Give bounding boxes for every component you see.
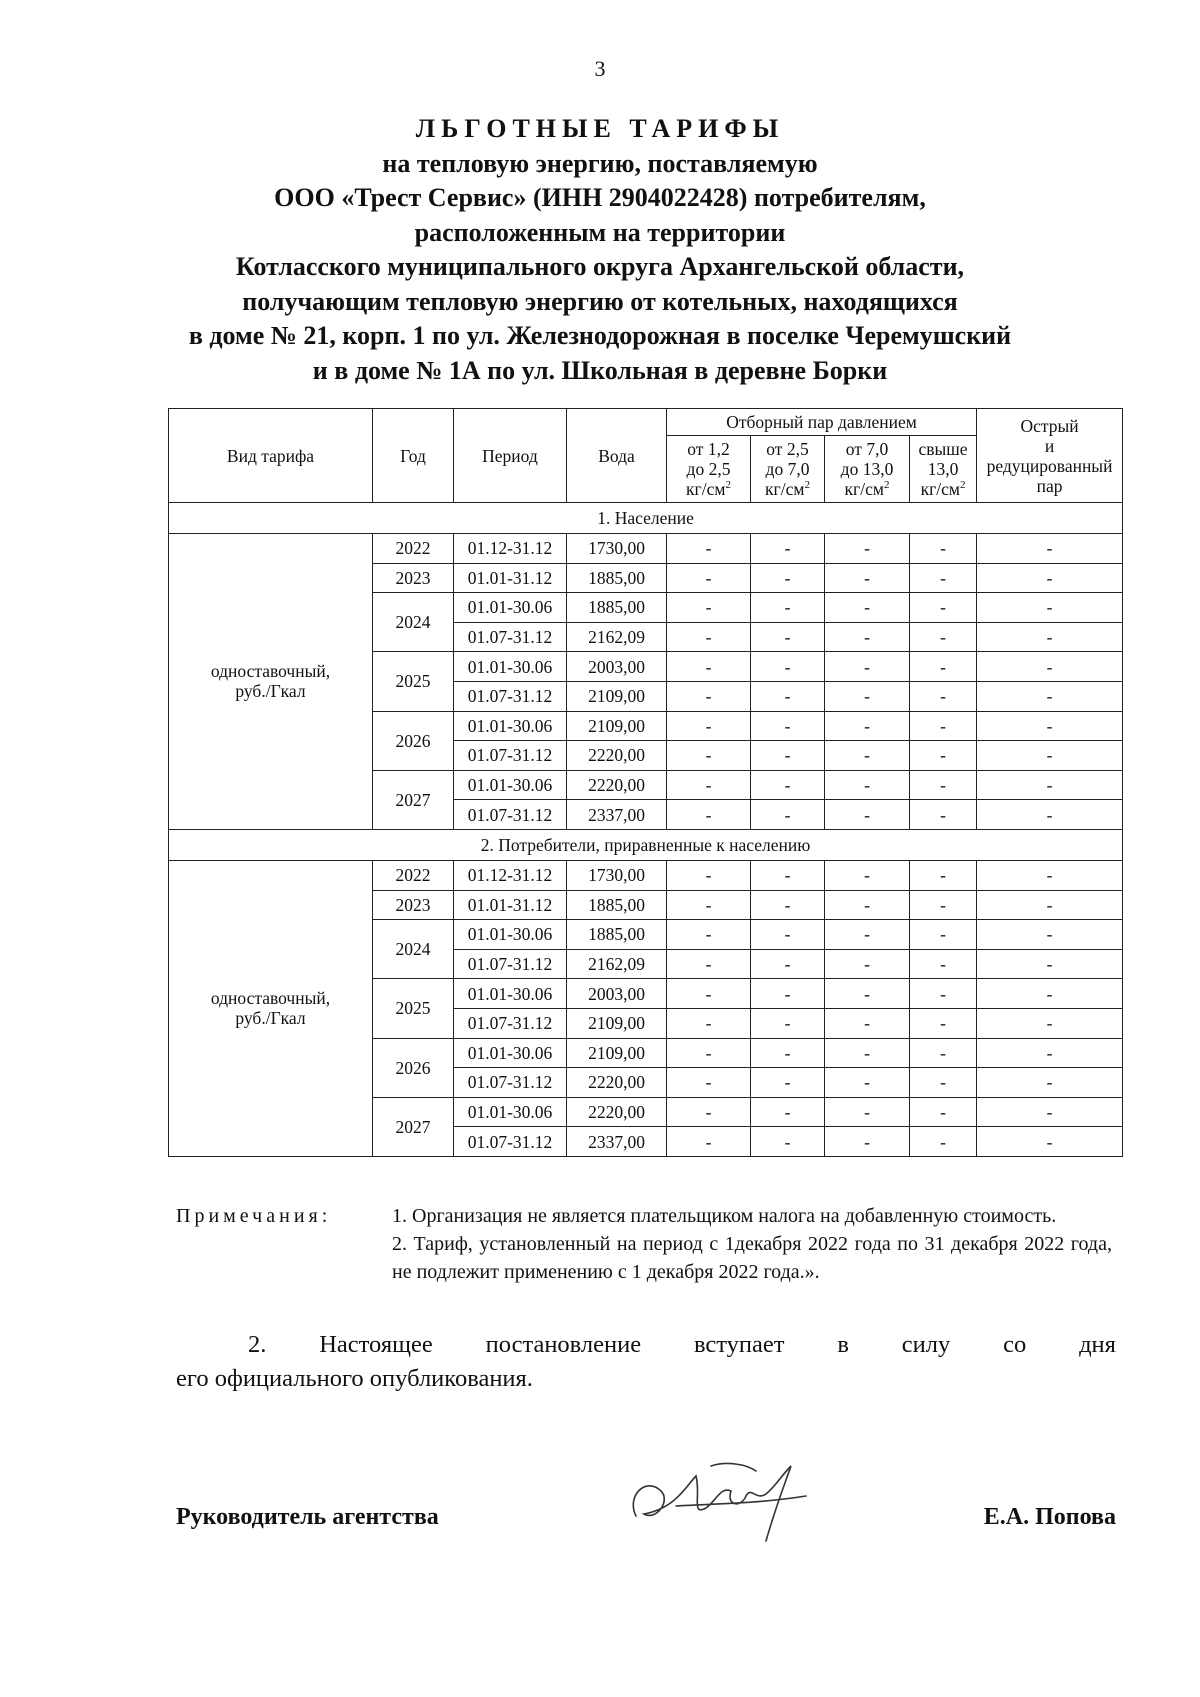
empty-value-cell: -: [910, 979, 977, 1009]
tariff-type-cell: одноставочный, руб./Гкал: [169, 860, 373, 1156]
tariff-table-body: [169, 503, 1123, 1157]
empty-value-cell: -: [751, 741, 825, 771]
empty-value-cell: -: [751, 1008, 825, 1038]
water-tariff-cell: 1885,00: [567, 563, 667, 593]
empty-value-cell: -: [751, 1127, 825, 1157]
year-cell: 2024: [373, 920, 454, 979]
header-year: Год: [373, 409, 454, 503]
empty-value-cell: -: [977, 920, 1123, 950]
signatory-position: Руководитель агентства: [176, 1504, 439, 1530]
period-cell: 01.01-31.12: [454, 563, 567, 593]
period-cell: 01.07-31.12: [454, 1008, 567, 1038]
section-row: [169, 503, 1123, 534]
empty-value-cell: -: [910, 1068, 977, 1098]
empty-value-cell: -: [667, 1127, 751, 1157]
paragraph-word: силу: [901, 1331, 951, 1358]
empty-value-cell: -: [825, 860, 910, 890]
empty-value-cell: -: [751, 890, 825, 920]
period-cell: 01.07-31.12: [454, 622, 567, 652]
header-steam-group: Отборный пар давлением: [667, 409, 977, 436]
empty-value-cell: -: [977, 800, 1123, 830]
water-tariff-cell: 2220,00: [567, 741, 667, 771]
header-steam-3: от 7,0 до 13,0 $кг/см^2$: [825, 436, 910, 503]
table-row: [169, 860, 1123, 890]
paragraph-word: Настоящее: [319, 1331, 433, 1358]
paragraph-word: 2.: [248, 1331, 267, 1358]
water-tariff-cell: 1885,00: [567, 890, 667, 920]
empty-value-cell: -: [667, 949, 751, 979]
empty-value-cell: -: [667, 920, 751, 950]
year-cell: 2026: [373, 1038, 454, 1097]
paragraph-word: со: [1003, 1331, 1027, 1358]
water-tariff-cell: 2220,00: [567, 770, 667, 800]
header-water: Вода: [567, 409, 667, 503]
empty-value-cell: -: [667, 741, 751, 771]
empty-value-cell: -: [977, 1127, 1123, 1157]
empty-value-cell: -: [751, 1068, 825, 1098]
header-tariff-type: Вид тарифа: [169, 409, 373, 503]
year-cell: 2022: [373, 860, 454, 890]
period-cell: 01.07-31.12: [454, 800, 567, 830]
empty-value-cell: -: [910, 800, 977, 830]
signatory-name: Е.А. Попова: [983, 1504, 1116, 1530]
empty-value-cell: -: [977, 622, 1123, 652]
water-tariff-cell: 2337,00: [567, 800, 667, 830]
water-tariff-cell: 1730,00: [567, 860, 667, 890]
notes-label: Примечания:: [176, 1205, 332, 1227]
empty-value-cell: -: [910, 1008, 977, 1038]
empty-value-cell: -: [977, 979, 1123, 1009]
period-cell: 01.07-31.12: [454, 681, 567, 711]
empty-value-cell: -: [825, 1097, 910, 1127]
empty-value-cell: -: [910, 949, 977, 979]
paragraph-line-2: его официального опубликования.: [176, 1365, 533, 1392]
table-row: [169, 534, 1123, 564]
empty-value-cell: -: [825, 770, 910, 800]
water-tariff-cell: 2220,00: [567, 1097, 667, 1127]
empty-value-cell: -: [667, 890, 751, 920]
empty-value-cell: -: [751, 860, 825, 890]
year-cell: 2024: [373, 593, 454, 652]
empty-value-cell: -: [977, 1068, 1123, 1098]
empty-value-cell: -: [910, 1038, 977, 1068]
empty-value-cell: -: [751, 1038, 825, 1068]
section-title: 2. Потребители, приравненные к населению: [169, 829, 1123, 860]
empty-value-cell: -: [667, 1038, 751, 1068]
water-tariff-cell: 2109,00: [567, 681, 667, 711]
header-steam-1: от 1,2 до 2,5 $кг/см^2$: [667, 436, 751, 503]
empty-value-cell: -: [667, 563, 751, 593]
empty-value-cell: -: [910, 534, 977, 564]
empty-value-cell: -: [751, 1097, 825, 1127]
empty-value-cell: -: [825, 741, 910, 771]
empty-value-cell: -: [667, 652, 751, 682]
empty-value-cell: -: [825, 652, 910, 682]
notes-list: [392, 1202, 1112, 1286]
paragraph-word: в: [837, 1331, 849, 1358]
empty-value-cell: -: [751, 652, 825, 682]
page-number: 3: [594, 56, 606, 81]
empty-value-cell: -: [667, 534, 751, 564]
empty-value-cell: -: [667, 1068, 751, 1098]
period-cell: 01.01-30.06: [454, 1097, 567, 1127]
header-steam-2: от 2,5 до 7,0 $кг/см^2$: [751, 436, 825, 503]
empty-value-cell: -: [825, 711, 910, 741]
empty-value-cell: -: [667, 711, 751, 741]
period-cell: 01.07-31.12: [454, 949, 567, 979]
note-item: 2. Тариф, установленный на период с 1декабря 2022 года по 31 декабря 2022 года, не подлежит применению с 1 декабря 2022 года.».: [392, 1233, 1112, 1283]
empty-value-cell: -: [825, 949, 910, 979]
period-cell: 01.01-30.06: [454, 920, 567, 950]
empty-value-cell: -: [825, 1068, 910, 1098]
paragraph-word: дня: [1079, 1331, 1116, 1358]
empty-value-cell: -: [910, 563, 977, 593]
empty-value-cell: -: [825, 681, 910, 711]
empty-value-cell: -: [751, 534, 825, 564]
empty-value-cell: -: [910, 681, 977, 711]
period-cell: 01.07-31.12: [454, 1068, 567, 1098]
empty-value-cell: -: [667, 1008, 751, 1038]
empty-value-cell: -: [825, 593, 910, 623]
header-steam-4: свыше 13,0 $кг/см^2$: [910, 436, 977, 503]
empty-value-cell: -: [977, 563, 1123, 593]
period-cell: 01.12-31.12: [454, 860, 567, 890]
empty-value-cell: -: [667, 860, 751, 890]
title-line: Котласского муниципального округа Архангельской области,: [235, 252, 965, 281]
water-tariff-cell: 1885,00: [567, 920, 667, 950]
empty-value-cell: -: [825, 622, 910, 652]
empty-value-cell: -: [977, 534, 1123, 564]
header-sharp-steam: Острый и редуцированный пар: [977, 409, 1123, 503]
paragraph-line-1: [176, 1328, 1116, 1362]
empty-value-cell: -: [751, 979, 825, 1009]
empty-value-cell: -: [910, 593, 977, 623]
empty-value-cell: -: [751, 711, 825, 741]
water-tariff-cell: 2162,09: [567, 949, 667, 979]
handwritten-signature: [616, 1446, 836, 1546]
empty-value-cell: -: [910, 1097, 977, 1127]
water-tariff-cell: 2220,00: [567, 1068, 667, 1098]
section-title: 1. Население: [169, 503, 1123, 534]
water-tariff-cell: 2109,00: [567, 1038, 667, 1068]
empty-value-cell: -: [910, 741, 977, 771]
empty-value-cell: -: [667, 770, 751, 800]
empty-value-cell: -: [977, 949, 1123, 979]
empty-value-cell: -: [977, 1008, 1123, 1038]
title-line: и в доме № 1А по ул. Школьная в деревне Борки: [312, 355, 888, 385]
year-cell: 2026: [373, 711, 454, 770]
year-cell: 2027: [373, 770, 454, 829]
empty-value-cell: -: [825, 979, 910, 1009]
title-main: ЛЬГОТНЫЕ ТАРИФЫ: [415, 114, 785, 143]
empty-value-cell: -: [825, 890, 910, 920]
period-cell: 01.01-30.06: [454, 593, 567, 623]
period-cell: 01.07-31.12: [454, 741, 567, 771]
year-cell: 2027: [373, 1097, 454, 1156]
empty-value-cell: -: [977, 1038, 1123, 1068]
empty-value-cell: -: [910, 860, 977, 890]
period-cell: 01.01-31.12: [454, 890, 567, 920]
empty-value-cell: -: [977, 681, 1123, 711]
empty-value-cell: -: [751, 563, 825, 593]
period-cell: 01.01-30.06: [454, 770, 567, 800]
year-cell: 2025: [373, 979, 454, 1038]
empty-value-cell: -: [667, 800, 751, 830]
year-cell: 2023: [373, 890, 454, 920]
empty-value-cell: -: [751, 622, 825, 652]
empty-value-cell: -: [667, 622, 751, 652]
title-line: расположенным на территории: [414, 217, 786, 247]
empty-value-cell: -: [825, 920, 910, 950]
title-line: в доме № 21, корп. 1 по ул. Железнодорожная в поселке Черемушский: [188, 321, 1012, 350]
period-cell: 01.01-30.06: [454, 652, 567, 682]
water-tariff-cell: 2109,00: [567, 711, 667, 741]
empty-value-cell: -: [825, 1008, 910, 1038]
empty-value-cell: -: [751, 593, 825, 623]
period-cell: 01.12-31.12: [454, 534, 567, 564]
empty-value-cell: -: [910, 652, 977, 682]
empty-value-cell: -: [910, 622, 977, 652]
period-cell: 01.01-30.06: [454, 711, 567, 741]
empty-value-cell: -: [977, 1097, 1123, 1127]
note-item: 1. Организация не является плательщиком налога на добавленную стоимость.: [392, 1205, 1057, 1227]
water-tariff-cell: 2109,00: [567, 1008, 667, 1038]
period-cell: 01.01-30.06: [454, 979, 567, 1009]
empty-value-cell: -: [977, 593, 1123, 623]
paragraph-word: постановление: [485, 1331, 642, 1358]
header-period: Период: [454, 409, 567, 503]
year-cell: 2022: [373, 534, 454, 564]
empty-value-cell: -: [751, 681, 825, 711]
empty-value-cell: -: [977, 890, 1123, 920]
water-tariff-cell: 2162,09: [567, 622, 667, 652]
empty-value-cell: -: [977, 711, 1123, 741]
empty-value-cell: -: [751, 949, 825, 979]
year-cell: 2025: [373, 652, 454, 711]
effective-date-paragraph: [176, 1328, 1116, 1396]
empty-value-cell: -: [667, 593, 751, 623]
empty-value-cell: -: [667, 681, 751, 711]
empty-value-cell: -: [667, 979, 751, 1009]
empty-value-cell: -: [910, 711, 977, 741]
tariff-type-cell: одноставочный, руб./Гкал: [169, 534, 373, 830]
empty-value-cell: -: [910, 890, 977, 920]
empty-value-cell: -: [751, 920, 825, 950]
empty-value-cell: -: [751, 800, 825, 830]
tariff-table: [168, 408, 1123, 1157]
empty-value-cell: -: [910, 770, 977, 800]
title-line: на тепловую энергию, поставляемую: [382, 148, 818, 178]
empty-value-cell: -: [667, 1097, 751, 1127]
empty-value-cell: -: [977, 860, 1123, 890]
water-tariff-cell: 2337,00: [567, 1127, 667, 1157]
title-line: получающим тепловую энергию от котельных, находящихся: [242, 286, 958, 316]
water-tariff-cell: 1730,00: [567, 534, 667, 564]
empty-value-cell: -: [825, 1127, 910, 1157]
signature-row: [176, 1460, 1116, 1560]
empty-value-cell: -: [825, 800, 910, 830]
empty-value-cell: -: [825, 1038, 910, 1068]
title-line: ООО «Трест Сервис» (ИНН 2904022428) потребителям,: [274, 183, 926, 212]
empty-value-cell: -: [825, 563, 910, 593]
empty-value-cell: -: [977, 770, 1123, 800]
empty-value-cell: -: [977, 652, 1123, 682]
empty-value-cell: -: [910, 1127, 977, 1157]
period-cell: 01.07-31.12: [454, 1127, 567, 1157]
paragraph-word: вступает: [693, 1331, 785, 1358]
section-row: [169, 829, 1123, 860]
year-cell: 2023: [373, 563, 454, 593]
empty-value-cell: -: [910, 920, 977, 950]
document-title: [150, 112, 1050, 388]
empty-value-cell: -: [825, 534, 910, 564]
water-tariff-cell: 2003,00: [567, 652, 667, 682]
period-cell: 01.01-30.06: [454, 1038, 567, 1068]
water-tariff-cell: 1885,00: [567, 593, 667, 623]
empty-value-cell: -: [977, 741, 1123, 771]
water-tariff-cell: 2003,00: [567, 979, 667, 1009]
empty-value-cell: -: [751, 770, 825, 800]
